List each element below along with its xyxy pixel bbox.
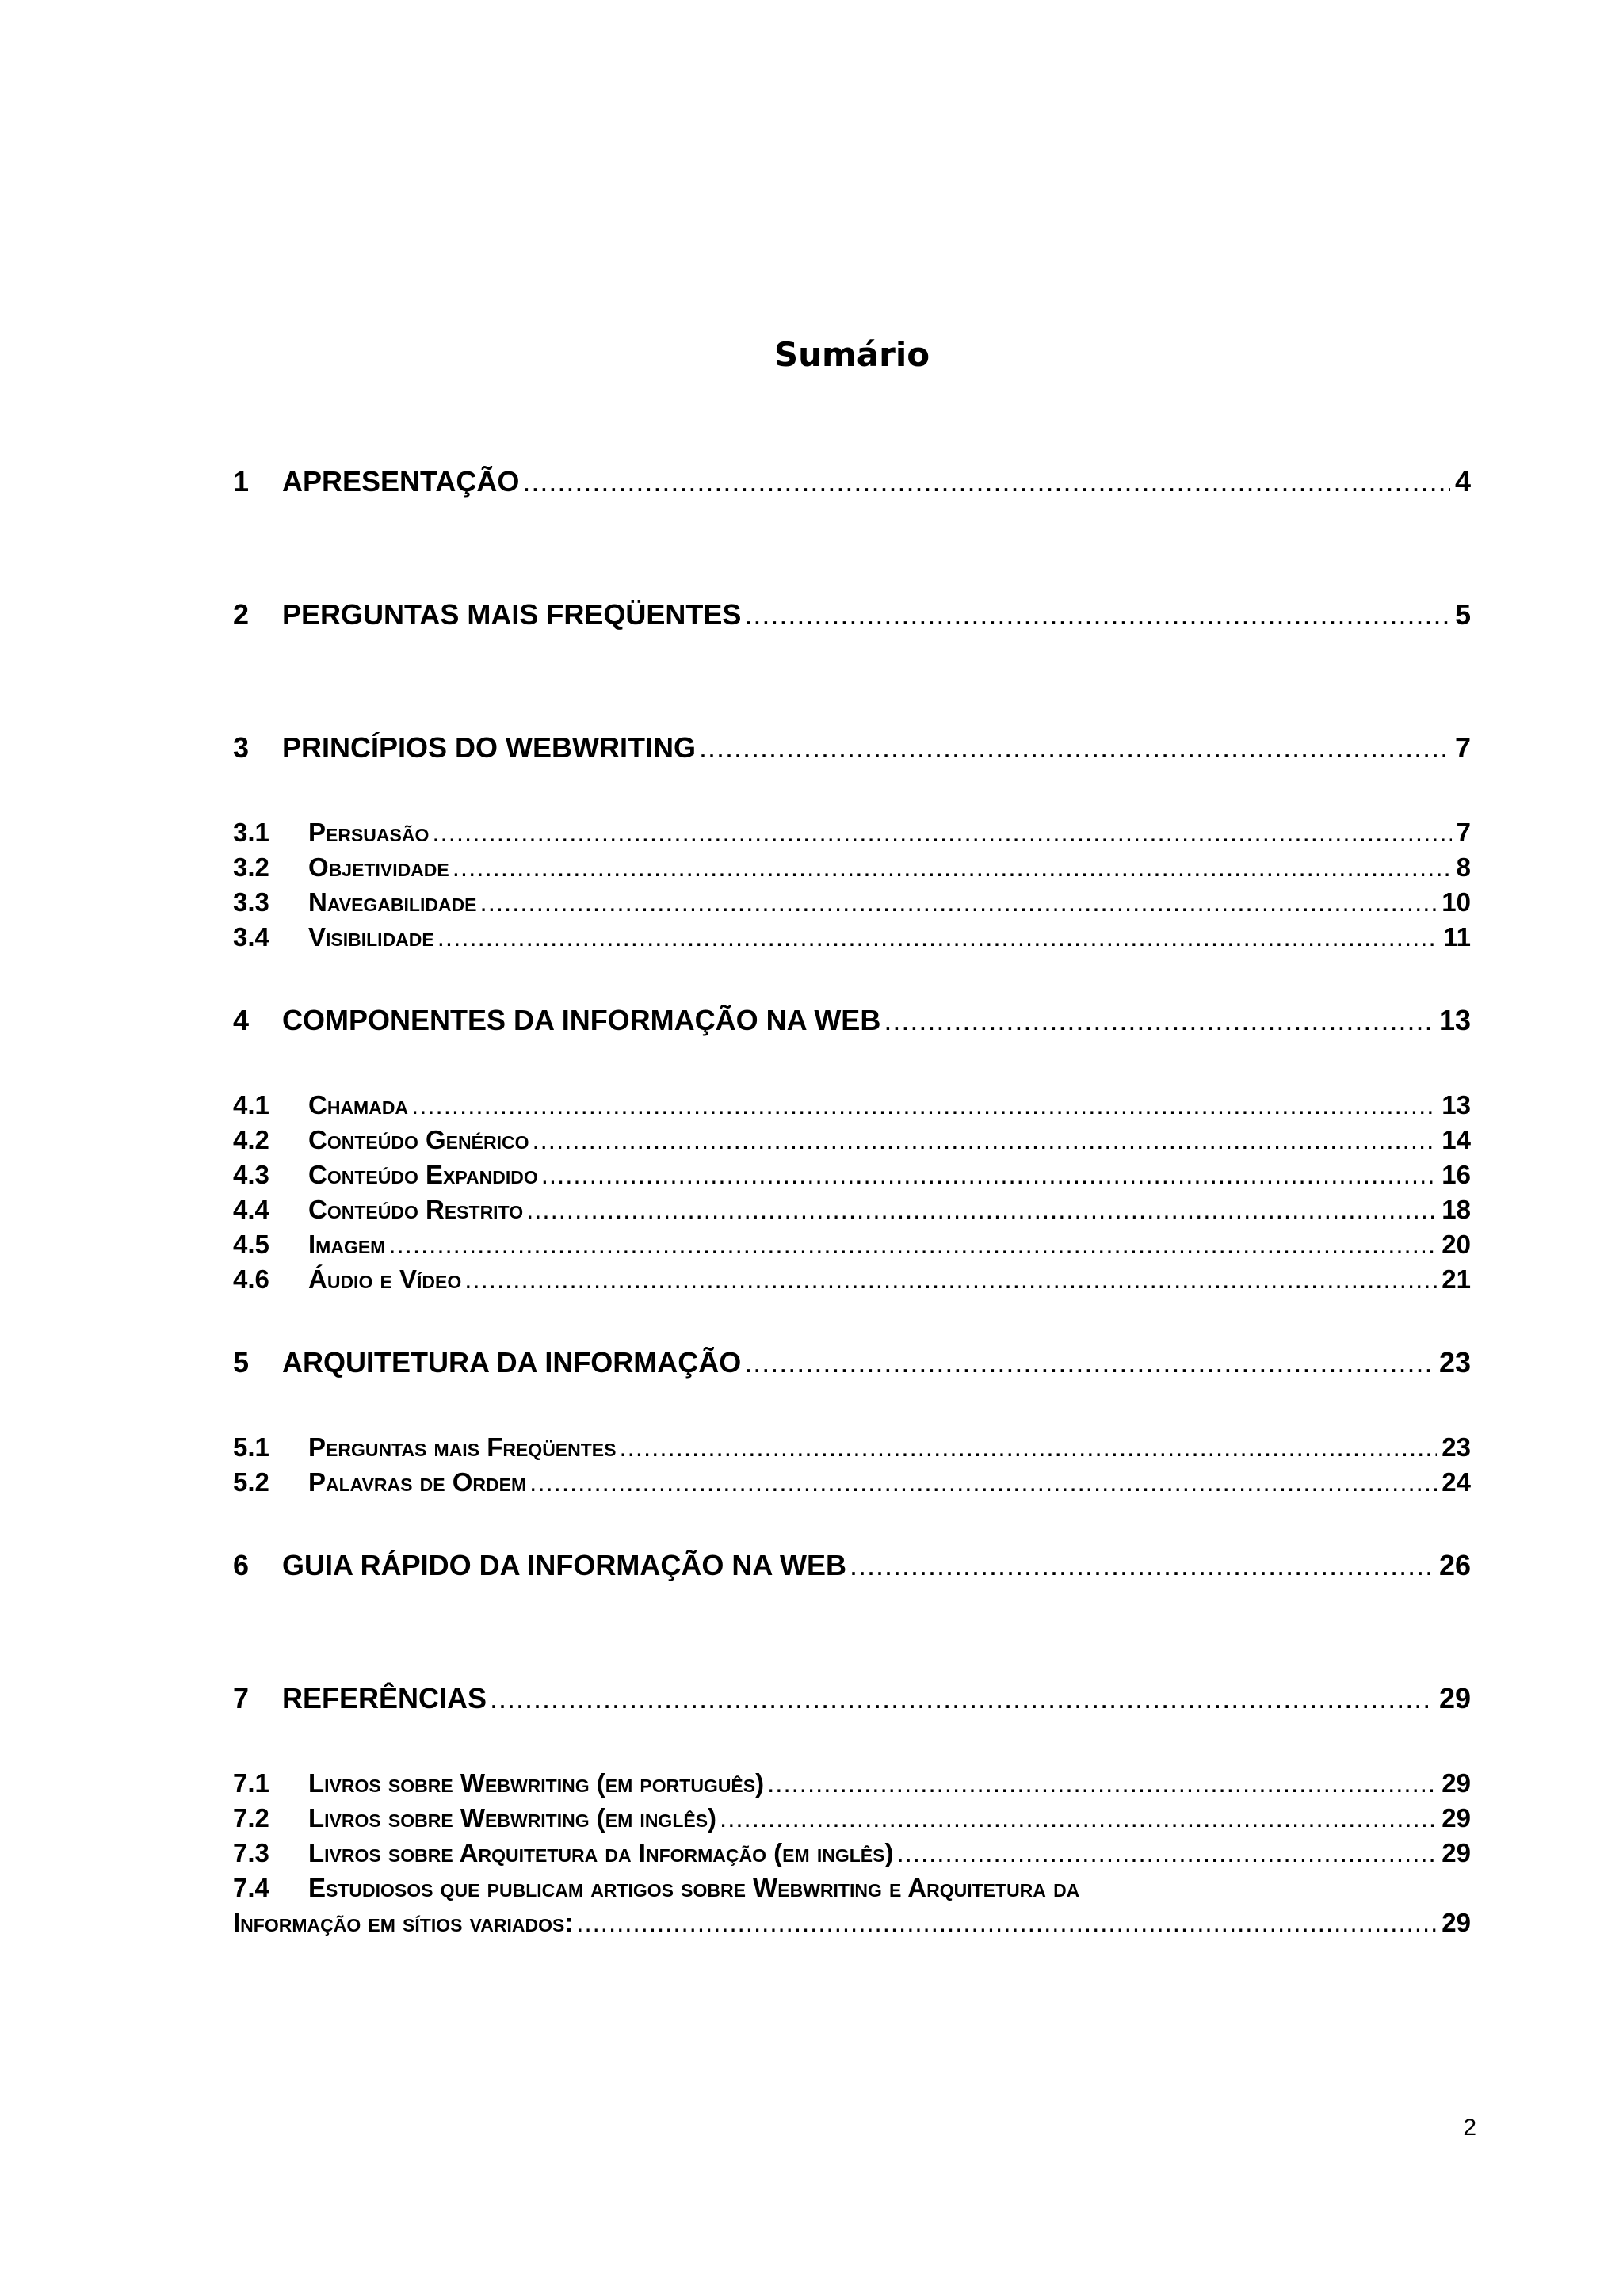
toc-number: 7.1 [233,1768,269,1798]
toc-label: COMPONENTES DA INFORMAÇÃO NA WEB [282,1004,881,1036]
toc-entry-3-4[interactable] [233,920,1471,955]
dot-leader [884,1001,1434,1040]
dot-leader [744,1343,1434,1383]
toc-page-number: 10 [1442,887,1471,917]
dot-leader [576,1905,1437,1940]
toc-number: 2 [233,598,250,631]
dot-leader [620,1430,1438,1465]
toc-page-number: 29 [1442,1803,1471,1833]
dot-leader [744,595,1450,635]
toc-number: 7 [233,1682,250,1714]
toc-entry-6[interactable] [233,1546,1471,1585]
dot-leader [720,1801,1437,1836]
toc-number: 4.5 [233,1230,269,1259]
toc-label: PRINCÍPIOS DO WEBWRITING [282,731,696,764]
toc-number: 3.4 [233,922,269,952]
toc-label: PERGUNTAS MAIS FREQÜENTES [282,598,742,631]
toc-label: Chamada [308,1090,409,1119]
dot-leader [490,1679,1434,1718]
toc-page-number: 26 [1438,1549,1471,1581]
dot-leader [541,1158,1438,1192]
dot-leader [432,815,1451,850]
toc-number: 3 [233,731,250,764]
toc-number: 3.2 [233,852,269,882]
toc-number: 7.2 [233,1803,269,1833]
toc-entry-1[interactable] [233,462,1471,502]
toc-label-line2: Informação em sítios variados: [233,1908,574,1937]
dot-leader [464,1262,1437,1297]
dot-leader [388,1227,1437,1262]
toc-page-number: 14 [1442,1125,1471,1154]
toc-label: Imagem [308,1230,386,1259]
toc-number: 6 [233,1549,250,1581]
dot-leader [699,728,1450,768]
toc-entry-4-6[interactable] [233,1262,1471,1297]
toc-entry-7[interactable] [233,1679,1471,1718]
toc-number: 4.1 [233,1090,269,1119]
toc-page-number: 23 [1442,1432,1471,1462]
toc-page-number: 7 [1456,818,1471,847]
toc-number: 4.2 [233,1125,269,1154]
toc-label: REFERÊNCIAS [282,1682,487,1714]
toc-entry-5[interactable] [233,1343,1471,1383]
toc-page-number: 24 [1442,1467,1471,1497]
toc-entry-7-2[interactable] [233,1801,1471,1836]
toc-number: 7.3 [233,1838,269,1867]
toc-label: Livros sobre Webwriting (em inglês) [308,1803,717,1833]
toc-number: 4 [233,1004,250,1036]
dot-leader [526,1192,1437,1227]
toc-page-number: 20 [1442,1230,1471,1259]
dot-leader [522,462,1450,502]
toc-label: Perguntas mais Freqüentes [308,1432,617,1462]
toc-number: 5.2 [233,1467,269,1497]
dot-leader [532,1123,1437,1158]
dot-leader [437,920,1438,955]
toc-label: Conteúdo Restrito [308,1195,524,1224]
dot-leader [529,1465,1437,1500]
toc-label: ARQUITETURA DA INFORMAÇÃO [282,1346,742,1379]
dot-leader [480,885,1438,920]
toc-label: APRESENTAÇÃO [282,465,520,498]
toc-entry-3-1[interactable] [233,815,1471,850]
toc-entry-7-4-line2[interactable] [233,1905,1471,1940]
dot-leader [411,1088,1437,1123]
dot-leader [453,850,1452,885]
toc-label: Áudio e Vídeo [308,1264,462,1294]
toc-number: 3.3 [233,887,269,917]
toc-page-number: 11 [1443,922,1471,952]
toc-page-number: 8 [1456,852,1471,882]
toc-entry-7-4-line1[interactable] [233,1871,1471,1905]
toc-label: GUIA RÁPIDO DA INFORMAÇÃO NA WEB [282,1549,846,1581]
toc-entry-4-4[interactable] [233,1192,1471,1227]
dot-leader [850,1546,1434,1585]
toc-number: 4.4 [233,1195,269,1224]
toc-label: Conteúdo Genérico [308,1125,529,1154]
toc-page-number: 29 [1442,1768,1471,1798]
toc-label: Palavras de Ordem [308,1467,527,1497]
toc-page-number: 21 [1442,1264,1471,1294]
toc-entry-3-2[interactable] [233,850,1471,885]
toc-entry-5-2[interactable] [233,1465,1471,1500]
dot-leader [767,1766,1437,1801]
toc-page-number: 29 [1442,1908,1471,1937]
toc-page-number: 29 [1442,1838,1471,1867]
toc-page-number: 13 [1442,1090,1471,1119]
toc-label: Conteúdo Expandido [308,1160,538,1189]
toc-entry-3-3[interactable] [233,885,1471,920]
toc-label: Objetividade [308,852,449,882]
toc-page-number: 16 [1442,1160,1471,1189]
toc-label-line1: Estudiosos que publicam artigos sobre Webwriting e Arquitetura da [308,1873,1080,1902]
toc-page-number: 5 [1454,598,1471,631]
toc-entry-4-1[interactable] [233,1088,1471,1123]
toc-number: 1 [233,465,250,498]
toc-entry-7-3[interactable] [233,1836,1471,1871]
toc-entry-4-3[interactable] [233,1158,1471,1192]
toc-label: Persuasão [308,818,430,847]
toc-number: 4.3 [233,1160,269,1189]
toc-entry-3[interactable] [233,728,1471,768]
toc-number: 3.1 [233,818,269,847]
toc-page-number: 29 [1438,1682,1471,1714]
toc-page-number: 13 [1438,1004,1471,1036]
toc-label: Livros sobre Arquitetura da Informação (em inglês) [308,1838,894,1867]
toc-page-number: 23 [1438,1346,1471,1379]
toc-entry-2[interactable] [233,595,1471,635]
dot-leader [896,1836,1437,1871]
toc-entry-7-1[interactable] [233,1766,1471,1801]
toc-entry-4[interactable] [233,1001,1471,1040]
toc-label: Navegabilidade [308,887,477,917]
toc-page-number: 7 [1454,731,1471,764]
toc-number: 5 [233,1346,250,1379]
toc-label: Livros sobre Webwriting (em português) [308,1768,765,1798]
footer-page-number: 2 [1463,2115,1476,2141]
toc-entry-4-2[interactable] [233,1123,1471,1158]
toc-label: Visibilidade [308,922,434,952]
toc-number: 7.4 [233,1873,269,1902]
toc-number: 4.6 [233,1264,269,1294]
page-title: Sumário [773,335,930,374]
toc-page-number: 18 [1442,1195,1471,1224]
toc-entry-4-5[interactable] [233,1227,1471,1262]
toc-number: 5.1 [233,1432,269,1462]
toc-entry-5-1[interactable] [233,1430,1471,1465]
toc-page-number: 4 [1454,465,1471,498]
